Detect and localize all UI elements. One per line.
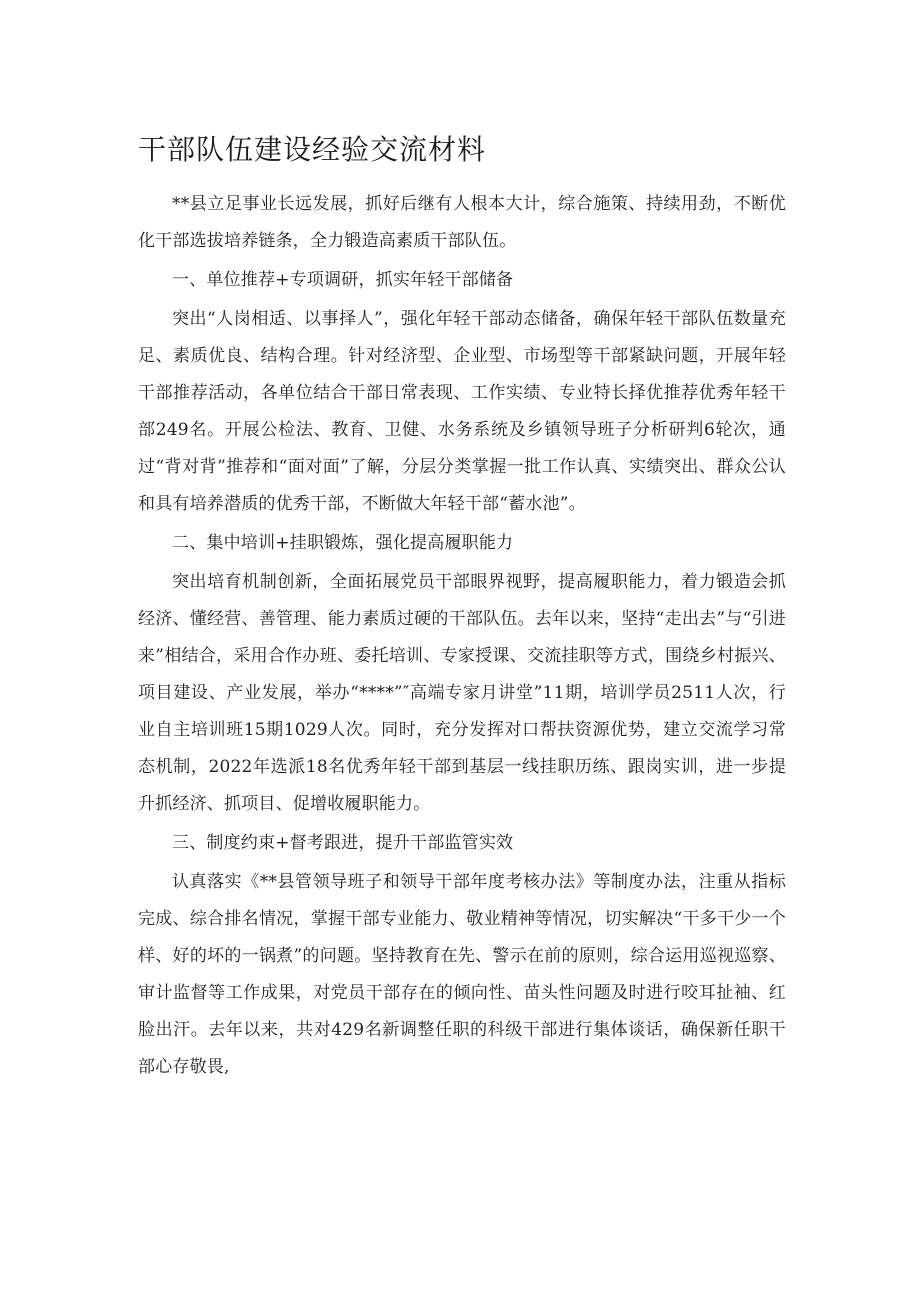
- section-heading-1: 一、单位推荐+专项调研，抓实年轻干部储备: [172, 270, 514, 290]
- section-body-3: 认真落实《**县管领导班子和领导干部年度考核办法》等制度办法，注重从指标完成、综合排名情况，掌握干部专业能力、敬业精神等情况，切实解决“干多干少一个样、好的坏的一锅煮”的问题。坚持教育在先、警示在前的原则，综合运用巡视巡察、审计监督等工作成果，对党员干部存在的倾向性、苗头性问题及时进行咬耳扯袖、红脸出汗。去年以来，共对429名新调整任职的科级干部进行集体谈话，确保新任职干部心存敬畏,: [138, 872, 786, 1077]
- document-body: [138, 186, 786, 1088]
- section-body-1: 突出“人岗相适、以事择人”，强化年轻干部动态储备，确保年轻干部队伍数量充足、素质优良、结构合理。针对经济型、企业型、市场型等干部紧缺问题，开展年轻干部推荐活动，各单位结合干部日常表现、工作实绩、专业特长择优推荐优秀年轻干部249名。开展公检法、教育、卫健、水务系统及乡镇领导班子分析研判6轮次，通过“背对背”推荐和“面对面”了解，分层分类掌握一批工作认真、实绩突出、群众公认和具有培养潜质的优秀干部，不断做大年轻干部“蓄水池”。: [138, 309, 786, 514]
- document-title: 干部队伍建设经验交流材料: [138, 133, 487, 166]
- section-heading-2: 二、集中培训+挂职锻炼，强化提高履职能力: [172, 533, 514, 553]
- section-body-2: 突出培育机制创新，全面拓展党员干部眼界视野，提高履职能力，着力锻造会抓经济、懂经营、善管理、能力素质过硬的干部队伍。去年以来，坚持“走出去”与“引进来”相结合，采用合作办班、委托培训、专家授课、交流挂职等方式，围绕乡村振兴、项目建设、产业发展，举办“****”″高端专家月讲堂”11期，培训学员2511人次，行业自主培训班15期1029人次。同时，充分发挥对口帮扶资源优势，建立交流学习常态机制，2022年选派18名优秀年轻干部到基层一线挂职历练、跟岗实训，进一步提升抓经济、抓项目、促增收履职能力。: [138, 572, 786, 814]
- intro-paragraph: **县立足事业长远发展，抓好后继有人根本大计，综合施策、持续用劲，不断优化干部选拔培养链条，全力锻造高素质干部队伍。: [138, 194, 786, 251]
- section-heading-3: 三、制度约束+督考跟进，提升干部监管实效: [172, 833, 514, 853]
